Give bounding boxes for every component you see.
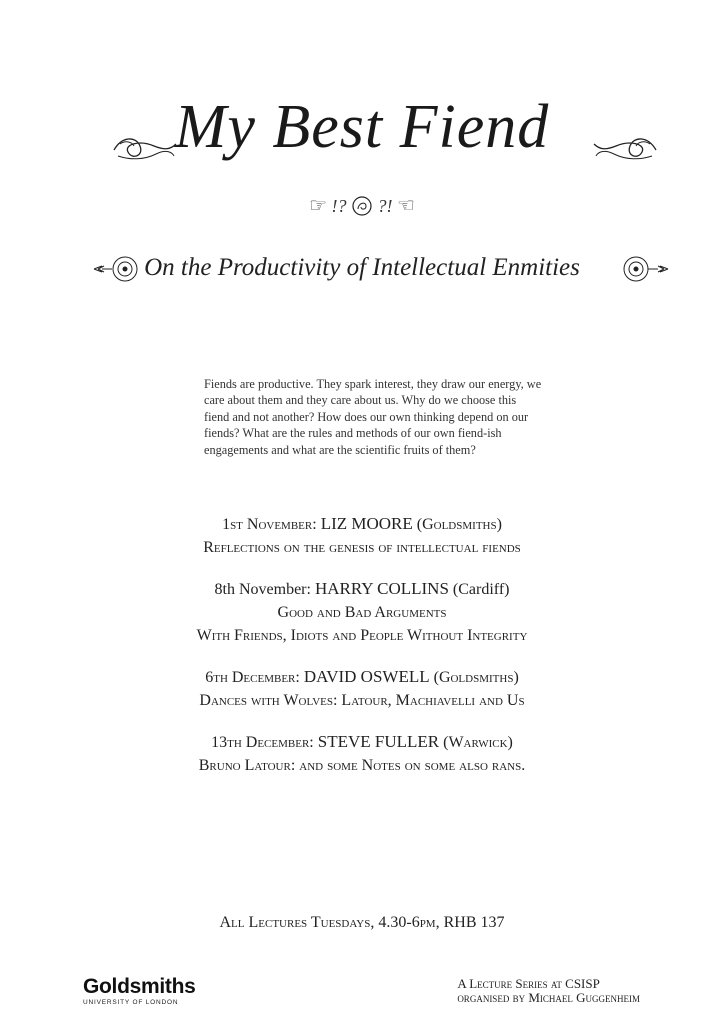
interrobang-ornament-row xyxy=(0,193,724,218)
talk-affiliation: (Warwick) xyxy=(443,734,513,751)
intro-paragraph: Fiends are productive. They spark interest, they draw our energy, we care about them and they care about us. Why do we choose this fiend and not another? How does our own thinking depend on our fiends? What are the rules and methods of our own fiend-ish engagements and what are the scientific fruits of them? xyxy=(204,377,542,457)
talk-entry xyxy=(0,665,724,712)
pointing-hand-left-icon: ☜ xyxy=(397,195,415,217)
right-flourish-ornament xyxy=(590,130,660,166)
talk-entry xyxy=(0,512,724,559)
talk-speaker: LIZ MOORE xyxy=(320,514,413,533)
talk-affiliation: (Cardiff) xyxy=(452,581,510,598)
page-title: My Best Fiend xyxy=(174,93,550,161)
series-credit xyxy=(457,977,640,1005)
talk-speaker: HARRY COLLINS xyxy=(314,579,449,598)
talk-affiliation: (Goldsmiths) xyxy=(433,669,519,686)
logo-subtitle: UNIVERSITY OF LONDON xyxy=(83,999,179,1006)
talk-title: Bruno Latour: and some Notes on some also rans. xyxy=(198,757,526,774)
talk-date: 6th December: xyxy=(205,669,300,686)
talk-date: 13th December: xyxy=(211,734,314,751)
talk-title: Good and Bad Arguments xyxy=(277,604,447,621)
talk-date: 1st November: xyxy=(222,516,317,533)
credit-line-2: organised by Michael Guggenheim xyxy=(457,990,640,1005)
goldsmiths-logo xyxy=(83,976,196,1006)
talk-list xyxy=(0,512,724,777)
question-exclaim-mark: ?! xyxy=(377,196,393,216)
talk-date: 8th November: xyxy=(214,581,311,598)
talk-title: Reflections on the genesis of intellectual fiends xyxy=(203,539,521,556)
pointing-hand-right-icon: ☞ xyxy=(309,195,327,217)
right-target-ornament xyxy=(610,254,670,284)
talk-entry xyxy=(0,730,724,777)
talk-entry xyxy=(0,577,724,647)
talk-speaker: STEVE FULLER xyxy=(317,732,440,751)
talk-title: With Friends, Idiots and People Without Integrity xyxy=(196,627,528,644)
subtitle-row xyxy=(0,248,724,288)
rosette-icon xyxy=(351,195,373,217)
talk-speaker: DAVID OSWELL xyxy=(303,667,430,686)
credit-line-1: A Lecture Series at CSISP xyxy=(457,976,600,991)
lecture-times: All Lectures Tuesdays, 4.30-6pm, RHB 137 xyxy=(219,914,505,931)
talk-affiliation: (Goldsmiths) xyxy=(416,516,502,533)
exclaim-question-mark: !? xyxy=(331,196,347,216)
logo-name: Goldsmiths xyxy=(83,975,196,998)
subtitle: On the Productivity of Intellectual Enmities xyxy=(144,254,580,281)
talk-title: Dances with Wolves: Latour, Machiavelli and Us xyxy=(199,692,525,709)
